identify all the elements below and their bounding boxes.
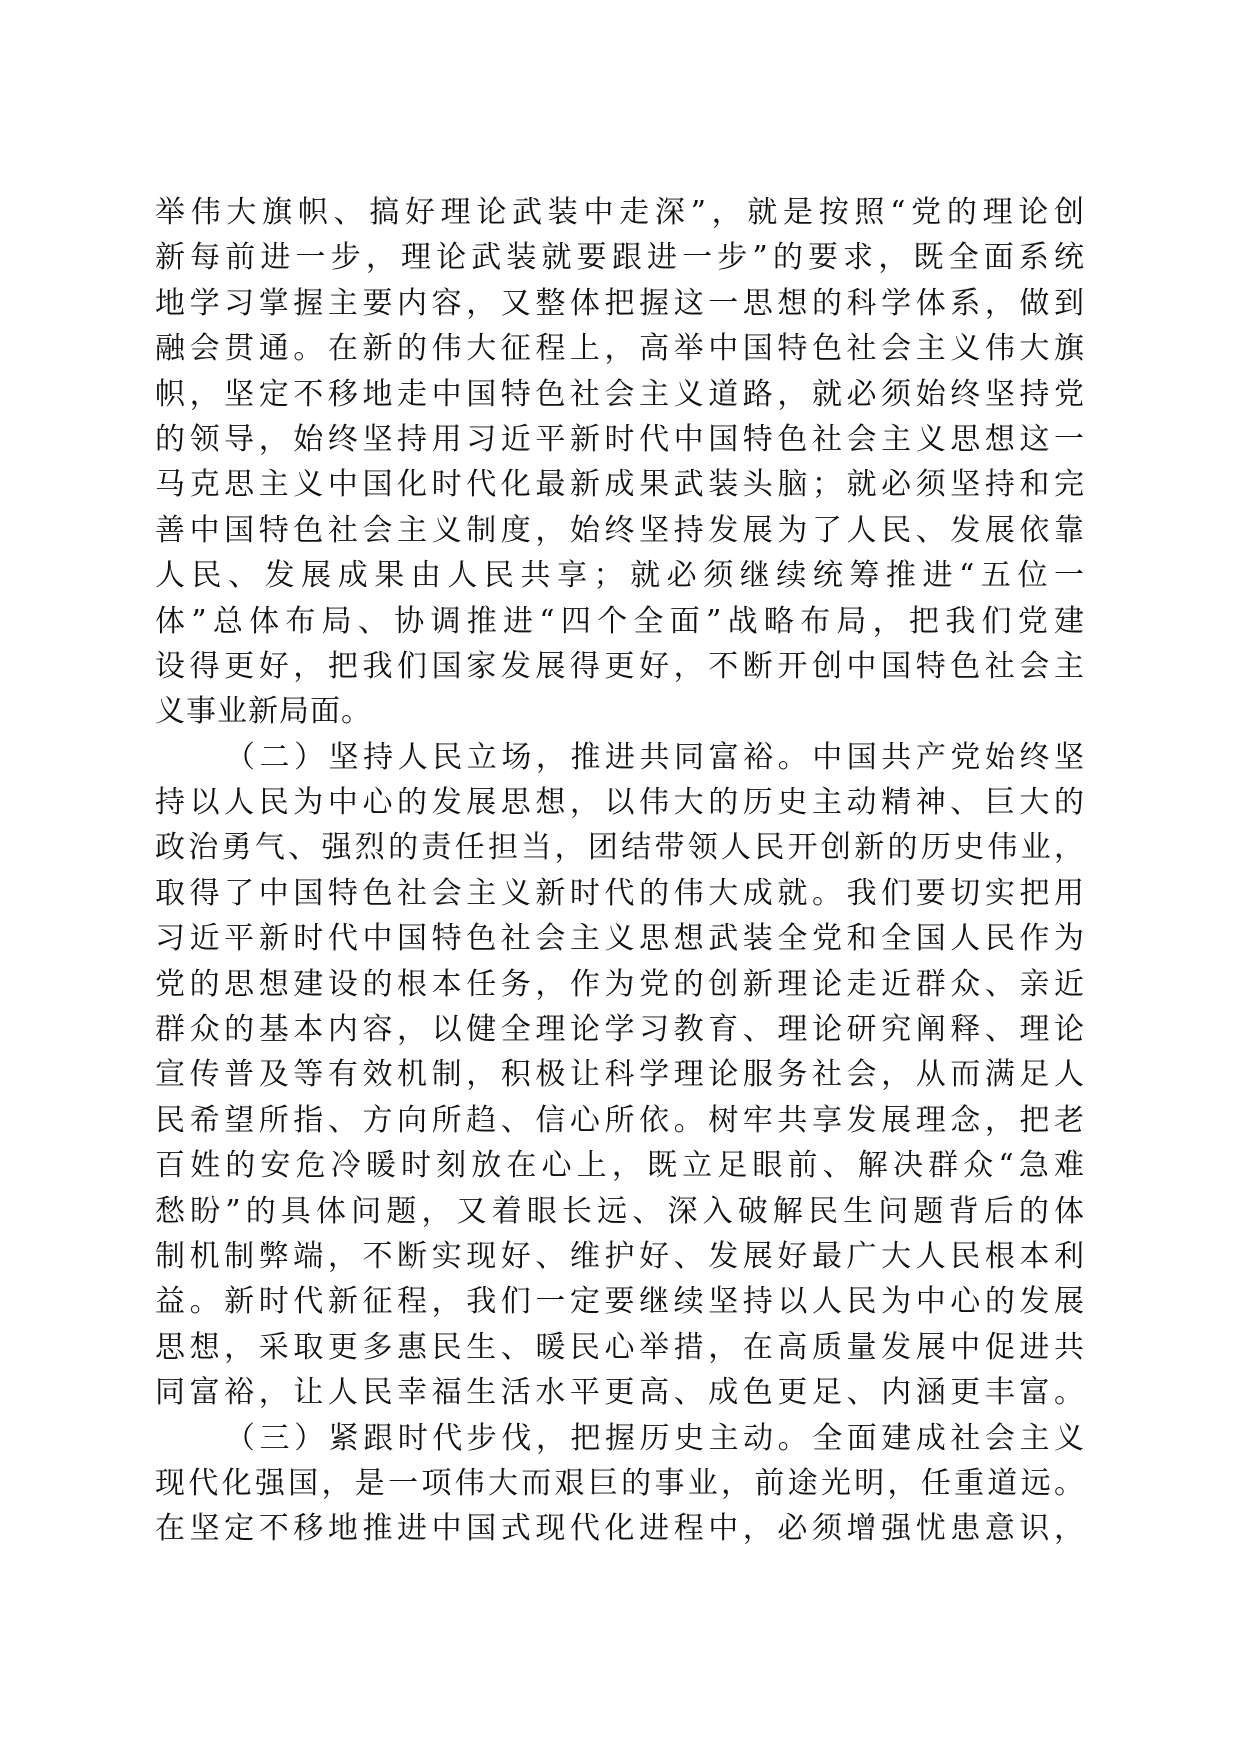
text-line: 现代化强国，是一项伟大而艰巨的事业，前途光明，任重道远。	[155, 1465, 1085, 1501]
text-line: 体”总体布局、协调推进“四个全面”战略布局，把我们党建	[155, 603, 1085, 639]
text-line: 取得了中国特色社会主义新时代的伟大成就。我们要切实把用	[155, 875, 1085, 911]
text-line: （二）坚持人民立场，推进共同富裕。中国共产党始终坚	[225, 739, 1085, 775]
text-line: 群众的基本内容，以健全理论学习教育、理论研究阐释、理论	[155, 1012, 1085, 1048]
text-line: 在坚定不移地推进中国式现代化进程中，必须增强忧患意识，	[155, 1511, 1085, 1547]
paragraph-1	[155, 190, 1085, 735]
text-line: 百姓的安危冷暖时刻放在心上，既立足眼前、解决群众“急难	[155, 1148, 1085, 1184]
text-line: 帜，坚定不移地走中国特色社会主义道路，就必须始终坚持党	[155, 376, 1085, 412]
text-line: 宣传普及等有效机制，积极让科学理论服务社会，从而满足人	[155, 1057, 1085, 1093]
document-page	[155, 190, 1085, 1552]
text-line: 新每前进一步，理论武装就要跟进一步”的要求，既全面系统	[155, 240, 1085, 276]
text-line: （三）紧跟时代步伐，把握历史主动。全面建成社会主义	[225, 1420, 1085, 1456]
text-line: 善中国特色社会主义制度，始终坚持发展为了人民、发展依靠	[155, 512, 1085, 548]
paragraph-2	[155, 735, 1085, 1416]
text-line: 政治勇气、强烈的责任担当，团结带领人民开创新的历史伟业，	[155, 830, 1085, 866]
text-line: 同富裕，让人民幸福生活水平更高、成色更足、内涵更丰富。	[155, 1375, 1085, 1411]
text-line: 的领导，始终坚持用习近平新时代中国特色社会主义思想这一	[155, 421, 1085, 457]
text-line: 设得更好，把我们国家发展得更好，不断开创中国特色社会主	[155, 648, 1085, 684]
text-line: 习近平新时代中国特色社会主义思想武装全党和全国人民作为	[155, 921, 1085, 957]
text-line: 愁盼”的具体问题，又着眼长远、深入破解民生问题背后的体	[155, 1193, 1085, 1229]
text-line: 马克思主义中国化时代化最新成果武装头脑；就必须坚持和完	[155, 467, 1085, 503]
text-line: 民希望所指、方向所趋、信心所依。树牢共享发展理念，把老	[155, 1102, 1085, 1138]
paragraph-3	[155, 1416, 1085, 1552]
text-line: 义事业新局面。	[155, 694, 372, 730]
text-line: 举伟大旗帜、搞好理论武装中走深”，就是按照“党的理论创	[155, 195, 1085, 230]
text-line: 持以人民为中心的发展思想，以伟大的历史主动精神、巨大的	[155, 785, 1085, 821]
text-line: 融会贯通。在新的伟大征程上，高举中国特色社会主义伟大旗	[155, 331, 1085, 367]
text-line: 党的思想建设的根本任务，作为党的创新理论走近群众、亲近	[155, 966, 1085, 1002]
text-line: 思想，采取更多惠民生、暖民心举措，在高质量发展中促进共	[155, 1329, 1085, 1365]
text-line: 人民、发展成果由人民共享；就必须继续统筹推进“五位一	[155, 558, 1085, 594]
text-line: 益。新时代新征程，我们一定要继续坚持以人民为中心的发展	[155, 1284, 1085, 1320]
text-line: 制机制弊端，不断实现好、维护好、发展好最广大人民根本利	[155, 1238, 1085, 1274]
text-line: 地学习掌握主要内容，又整体把握这一思想的科学体系，做到	[155, 285, 1085, 321]
